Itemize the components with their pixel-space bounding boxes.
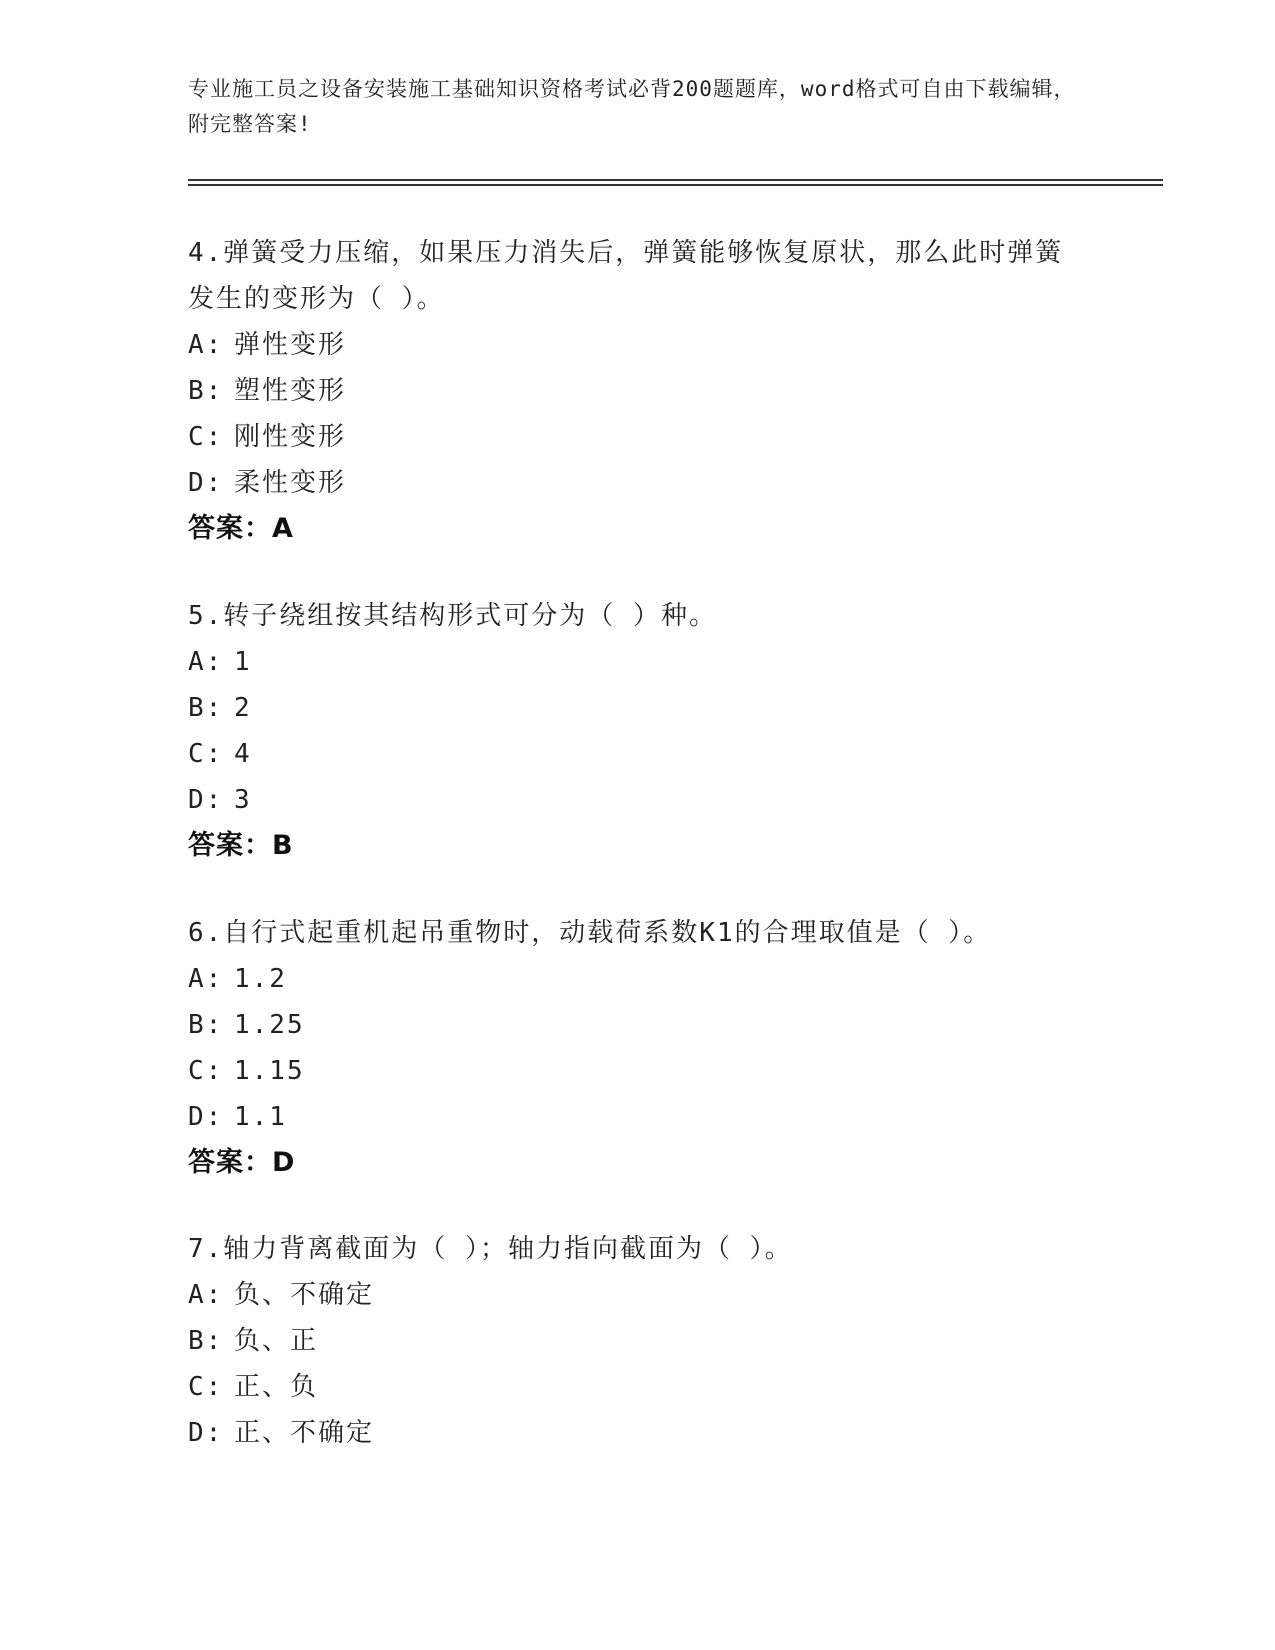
option-a <box>188 639 1068 685</box>
option-c <box>188 414 1068 460</box>
option-text: 1.2 <box>234 964 287 994</box>
option-letter: A: <box>188 330 224 360</box>
question-stem: 4.弹簧受力压缩，如果压力消失后，弹簧能够恢复原状，那么此时弹簧发生的变形为（ ）。 <box>188 238 1064 314</box>
question-4 <box>188 230 1068 552</box>
option-c <box>188 1364 1068 1410</box>
option-letter: D: <box>188 1418 224 1448</box>
option-letter: B: <box>188 376 224 406</box>
option-text: 1.25 <box>234 1010 305 1040</box>
option-b <box>188 1002 1068 1048</box>
option-letter: C: <box>188 422 224 452</box>
question-5 <box>188 593 1068 869</box>
option-text: 3 <box>234 785 252 815</box>
option-a <box>188 956 1068 1002</box>
option-text: 2 <box>234 693 252 723</box>
option-text: 负、不确定 <box>234 1280 375 1310</box>
option-letter: C: <box>188 1372 224 1402</box>
option-text: 正、负 <box>234 1372 319 1402</box>
option-text: 柔性变形 <box>234 468 347 498</box>
answer-label: 答案：A <box>188 513 294 544</box>
question-6 <box>188 910 1068 1186</box>
header-divider-top <box>188 179 1163 181</box>
option-letter: A: <box>188 964 224 994</box>
option-letter: D: <box>188 468 224 498</box>
option-letter: C: <box>188 1056 224 1086</box>
option-letter: D: <box>188 1102 224 1132</box>
option-d <box>188 777 1068 823</box>
document-title: 专业施工员之设备安装施工基础知识资格考试必背200题题库，word格式可自由下载编辑，附完整答案! <box>188 77 1076 136</box>
option-a <box>188 1272 1068 1318</box>
option-letter: B: <box>188 1326 224 1356</box>
question-stem: 7.轴力背离截面为（ ）；轴力指向截面为（ ）。 <box>188 1234 793 1264</box>
option-b <box>188 685 1068 731</box>
option-text: 1.15 <box>234 1056 305 1086</box>
option-text: 1 <box>234 647 252 677</box>
option-text: 1.1 <box>234 1102 287 1132</box>
option-a <box>188 322 1068 368</box>
option-b <box>188 1318 1068 1364</box>
option-d <box>188 1410 1068 1456</box>
option-text: 正、不确定 <box>234 1418 375 1448</box>
option-text: 4 <box>234 739 252 769</box>
option-letter: D: <box>188 785 224 815</box>
option-text: 弹性变形 <box>234 330 347 360</box>
option-letter: B: <box>188 693 224 723</box>
option-d <box>188 1094 1068 1140</box>
question-stem: 6.自行式起重机起吊重物时，动载荷系数K1的合理取值是（ ）。 <box>188 918 992 948</box>
question-7 <box>188 1226 1068 1456</box>
option-text: 负、正 <box>234 1326 319 1356</box>
option-text: 塑性变形 <box>234 376 347 406</box>
option-d <box>188 460 1068 506</box>
option-text: 刚性变形 <box>234 422 347 452</box>
option-letter: A: <box>188 1280 224 1310</box>
option-b <box>188 368 1068 414</box>
answer-label: 答案：B <box>188 830 294 861</box>
option-letter: A: <box>188 647 224 677</box>
option-c <box>188 731 1068 777</box>
header-divider-bottom <box>188 184 1163 186</box>
answer-label: 答案：D <box>188 1147 296 1178</box>
question-stem: 5.转子绕组按其结构形式可分为（ ）种。 <box>188 601 717 631</box>
option-letter: C: <box>188 739 224 769</box>
option-letter: B: <box>188 1010 224 1040</box>
option-c <box>188 1048 1068 1094</box>
